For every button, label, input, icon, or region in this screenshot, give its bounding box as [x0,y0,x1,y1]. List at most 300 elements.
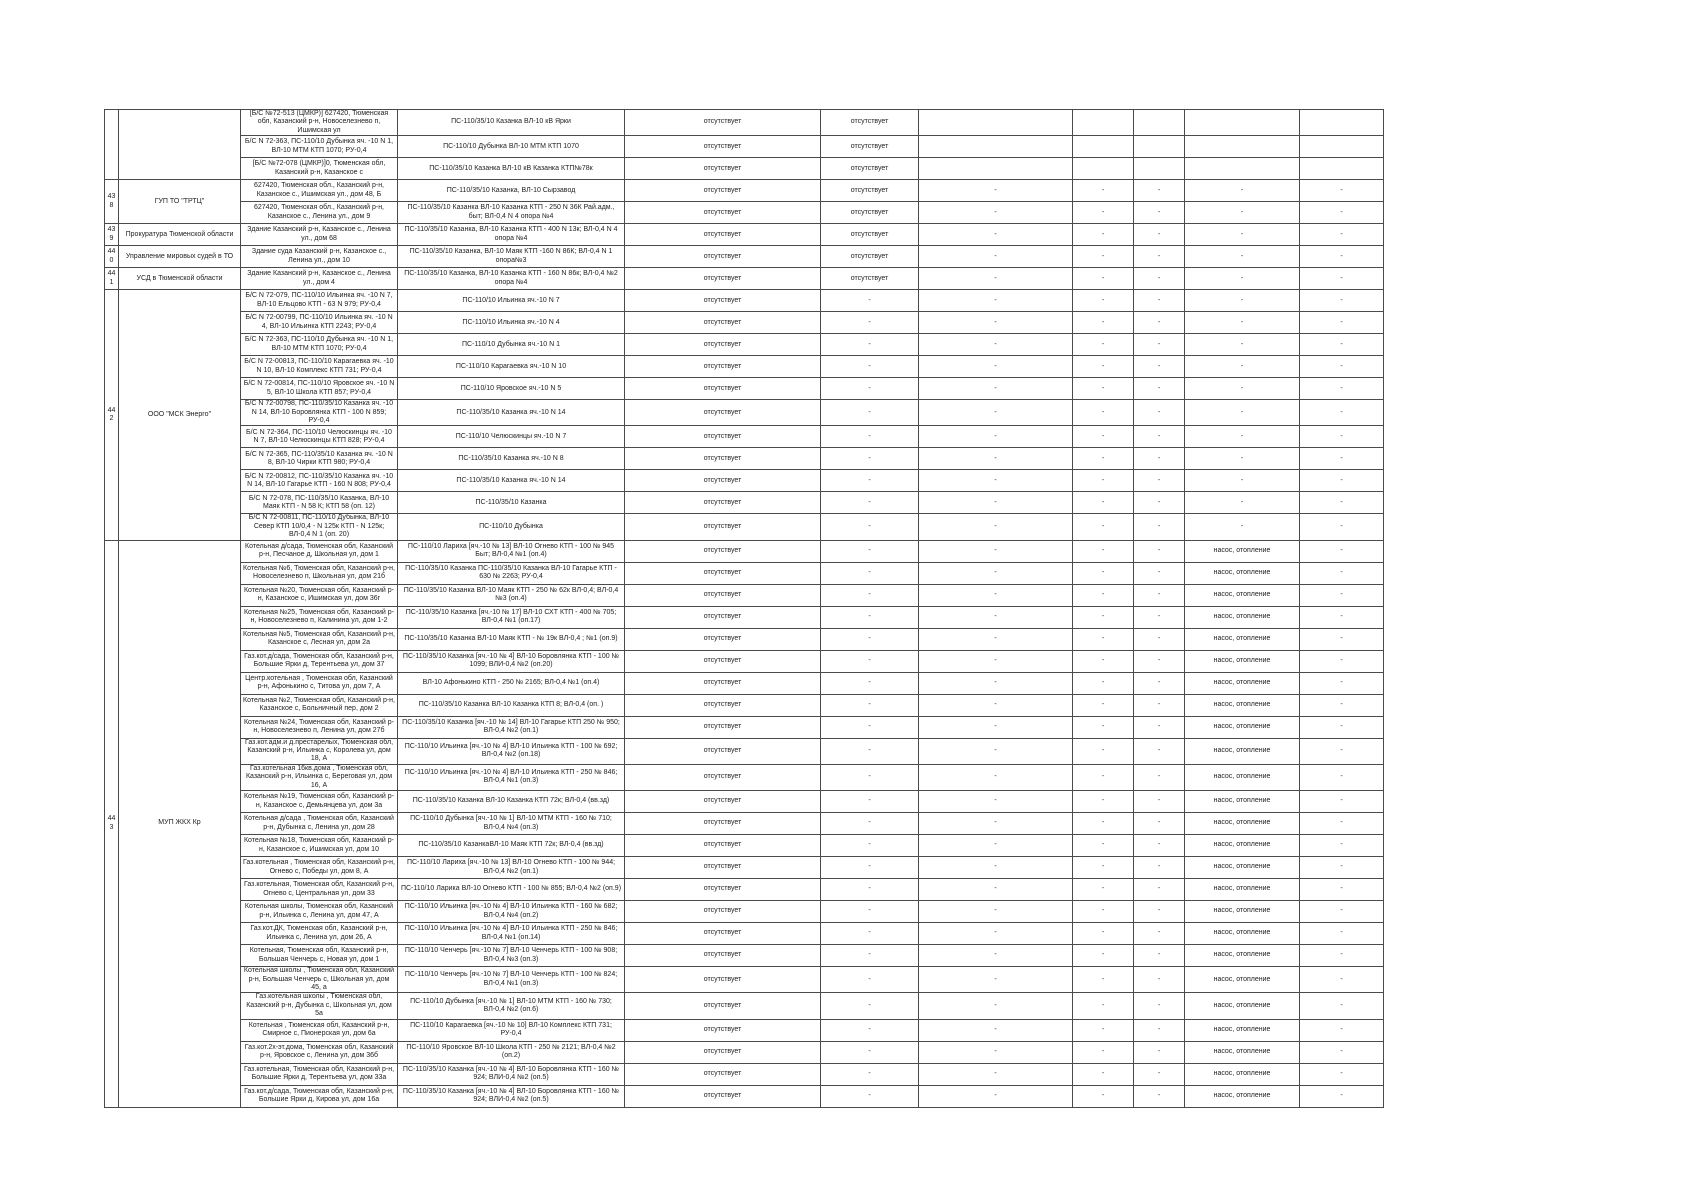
power-source: ПС-110/10 Дубынка ВЛ-10 МТМ КТП 1070 [398,136,625,158]
status-value: отсутствует [625,224,821,246]
cell-col-7: - [1134,993,1185,1019]
cell-col-6: - [1073,1041,1134,1063]
status-value-2: отсутствует [821,224,919,246]
power-source: ПС-110/10 Ильинка [яч.-10 № 4] ВЛ-10 Ильинка КТП - 250 № 846; ВЛ-0,4 №1 (оп.3) [398,764,625,790]
cell-col-7: - [1134,246,1185,268]
cell-col-5: - [919,1041,1073,1063]
status-value-2: - [821,650,919,672]
cell-col-9: - [1300,246,1384,268]
cell-col-6: - [1073,514,1134,540]
cell-col-6: - [1073,246,1134,268]
status-value-2: - [821,1019,919,1041]
cell-col-6: - [1073,993,1134,1019]
power-source: ПС-110/35/10 Казанка, ВЛ-10 Сырзавод [398,180,625,202]
object-address: Б/С N 72-00813, ПС-110/10 Карагаевка яч. -10 N 10, ВЛ-10 Комплекс КТП 731; РУ-0,4 [241,356,398,378]
table-row [105,1085,1384,1107]
cell-col-6: - [1073,268,1134,290]
cell-col-9: - [1300,1019,1384,1041]
power-source: ПС-110/10 Дубынка [яч.-10 № 1] ВЛ-10 МТМ КТП - 160 № 710; ВЛ-0,4 №4 (оп.3) [398,813,625,835]
object-address: Б/С N 72-363, ПС-110/10 Дубынка яч. -10 N 1, ВЛ-10 МТМ КТП 1070; РУ-0,4 [241,334,398,356]
object-address: Газ.котельная , Тюменская обл, Казанский р-н, Огнево с, Победы ул, дом 8, А [241,857,398,879]
cell-col-7: - [1134,378,1185,400]
cell-col-5: - [919,470,1073,492]
table-row [105,448,1384,470]
cell-col-9: - [1300,268,1384,290]
table-row [105,426,1384,448]
cell-col-6: - [1073,835,1134,857]
table-row [105,672,1384,694]
cell-col-7: - [1134,813,1185,835]
equipment-value: - [1185,514,1300,540]
object-address: Котельная школы , Тюменская обл, Казанский р-н, Большая Ченчерь с, Школьная ул, дом 45, а [241,967,398,993]
power-source: ПС-110/35/10 Казанка ВЛ-10 Маяк КТП - 250 № 62к ВЛ-0,4; ВЛ-0,4 №3 (оп.4) [398,584,625,606]
cell-col-5: - [919,1019,1073,1041]
cell-col-5 [919,110,1073,136]
cell-col-7: - [1134,514,1185,540]
power-source: ПС-110/10 Ильинка [яч.-10 № 4] ВЛ-10 Ильинка КТП - 100 № 692; ВЛ-0,4 №2 (оп.18) [398,738,625,764]
cell-col-9: - [1300,202,1384,224]
status-value: отсутствует [625,628,821,650]
cell-col-5: - [919,378,1073,400]
cell-col-7: - [1134,334,1185,356]
cell-col-5: - [919,584,1073,606]
equipment-value: насос, отопление [1185,835,1300,857]
cell-col-5: - [919,492,1073,514]
cell-col-5: - [919,716,1073,738]
cell-col-9: - [1300,448,1384,470]
power-source: ПС-110/10 Карагаевка [яч.-10 № 10] ВЛ-10 Комплекс КТП 731; РУ-0,4 [398,1019,625,1041]
status-value-2: - [821,540,919,562]
cell-col-9 [1300,110,1384,136]
cell-col-6: - [1073,923,1134,945]
table-row [105,901,1384,923]
cell-col-6: - [1073,378,1134,400]
cell-col-5: - [919,1085,1073,1107]
equipment-value: - [1185,224,1300,246]
table-row [105,136,1384,158]
table-row [105,945,1384,967]
cell-col-5: - [919,290,1073,312]
status-value-2: - [821,562,919,584]
cell-col-5: - [919,312,1073,334]
cell-col-7: - [1134,628,1185,650]
power-source: ПС-110/35/10 Казанка ВЛ-10 Казанка КТП 72к; ВЛ-0,4 (вв.зд) [398,791,625,813]
cell-col-9: - [1300,606,1384,628]
power-source: ПС-110/10 Ченчерь [яч.-10 № 7] ВЛ-10 Ченчерь КТП - 100 № 824; ВЛ-0,4 №1 (оп.3) [398,967,625,993]
cell-col-9: - [1300,923,1384,945]
equipment-value: насос, отопление [1185,1019,1300,1041]
equipment-value: насос, отопление [1185,584,1300,606]
object-address: Котельная №18, Тюменская обл, Казанский р-н, Казанское с, Ишимская ул, дом 10 [241,835,398,857]
cell-col-5: - [919,268,1073,290]
equipment-value: - [1185,400,1300,426]
status-value-2: - [821,835,919,857]
status-value: отсутствует [625,835,821,857]
cell-col-7: - [1134,650,1185,672]
equipment-value [1185,110,1300,136]
equipment-value: насос, отопление [1185,1041,1300,1063]
cell-col-9: - [1300,400,1384,426]
power-source: ПС-110/35/10 Казанка [яч.-10 № 14] ВЛ-10 Гагарье КТП 250 № 950; ВЛ-0,4 №2 (оп.1) [398,716,625,738]
cell-col-7: - [1134,426,1185,448]
equipment-value: насос, отопление [1185,1085,1300,1107]
cell-col-7: - [1134,764,1185,790]
object-address: 627420, Тюменская обл., Казанский р-н, Казанское с., Ишимская ул., дом 48, Б [241,180,398,202]
status-value-2: - [821,400,919,426]
equipment-value: насос, отопление [1185,694,1300,716]
object-address: Котельная , Тюменская обл, Казанский р-н, Смирное с, Пионерская ул, дом 6а [241,1019,398,1041]
cell-col-9: - [1300,901,1384,923]
power-source: ПС-110/10 Лариха [яч.-10 № 13] ВЛ-10 Огнево КТП - 100 № 944; ВЛ-0,4 №2 (оп.1) [398,857,625,879]
table-row [105,290,1384,312]
cell-col-6: - [1073,180,1134,202]
organization-name: ООО "МСК Энерго" [119,290,241,540]
status-value-2: - [821,945,919,967]
power-source: ПС-110/10 Лариха [яч.-10 № 13] ВЛ-10 Огнево КТП - 100 № 945 Быт; ВЛ-0,4 №1 (оп.4) [398,540,625,562]
power-source: ПС-110/10 Ильинка яч.-10 N 7 [398,290,625,312]
status-value-2: - [821,813,919,835]
status-value-2: - [821,584,919,606]
cell-col-6: - [1073,356,1134,378]
power-source: ПС-110/10 Ченчерь [яч.-10 № 7] ВЛ-10 Ченчерь КТП - 100 № 908; ВЛ-0,4 №3 (оп.3) [398,945,625,967]
cell-col-5: - [919,835,1073,857]
object-address: Котельная №6, Тюменская обл, Казанский р-н, Новоселезнево п, Школьная ул, дом 21б [241,562,398,584]
table-row [105,268,1384,290]
status-value: отсутствует [625,514,821,540]
status-value-2: - [821,716,919,738]
equipment-value: насос, отопление [1185,562,1300,584]
object-address: Центр.котельная , Тюменская обл, Казанский р-н, Афонькино с, Титова ул, дом 7, А [241,672,398,694]
organization-name: МУП ЖКХ Кр [119,540,241,1107]
row-number: 439 [105,224,119,246]
status-value: отсутствует [625,400,821,426]
power-source: ПС-110/10 Челюскинцы яч.-10 N 7 [398,426,625,448]
cell-col-5: - [919,448,1073,470]
status-value: отсутствует [625,268,821,290]
equipment-value: насос, отопление [1185,738,1300,764]
status-value: отсутствует [625,562,821,584]
organization-name [119,110,241,180]
cell-col-5: - [919,967,1073,993]
cell-col-9: - [1300,813,1384,835]
equipment-value: насос, отопление [1185,716,1300,738]
cell-col-7: - [1134,835,1185,857]
status-value-2: - [821,901,919,923]
table-row [105,470,1384,492]
cell-col-6: - [1073,562,1134,584]
cell-col-6: - [1073,694,1134,716]
object-address: Газ.котельная, Тюменская обл, Казанский р-н, Огнево с, Центральная ул, дом 33 [241,879,398,901]
cell-col-5: - [919,400,1073,426]
cell-col-6: - [1073,426,1134,448]
status-value: отсутствует [625,492,821,514]
status-value-2: - [821,879,919,901]
equipment-value: насос, отопление [1185,672,1300,694]
power-source: ПС-110/35/10 Казанка, ВЛ-10 Казанка КТП - 160 N 86к; ВЛ-0,4 №2 опора №4 [398,268,625,290]
status-value-2: отсутствует [821,110,919,136]
power-source: ПС-110/35/10 КазанкаВЛ-10 Маяк КТП 72к; ВЛ-0,4 (вв.зд) [398,835,625,857]
power-source: ПС-110/35/10 Казанка ВЛ-10 кВ Казанка КТП№78к [398,158,625,180]
status-value-2: - [821,967,919,993]
cell-col-7: - [1134,470,1185,492]
object-address: Здание суда Казанский р-н, Казанское с., Ленина ул., дом 10 [241,246,398,268]
row-number [105,110,119,180]
cell-col-9: - [1300,835,1384,857]
power-source: ПС-110/10 Дубынка [398,514,625,540]
equipment-value: насос, отопление [1185,650,1300,672]
status-value-2: - [821,764,919,790]
cell-col-7: - [1134,180,1185,202]
object-address: Котельная д/сада , Тюменская обл, Казанский р-н, Дубынка с, Ленина ул, дом 28 [241,813,398,835]
cell-col-5: - [919,606,1073,628]
cell-col-7: - [1134,1085,1185,1107]
table-row [105,1041,1384,1063]
equipment-value: - [1185,470,1300,492]
status-value: отсутствует [625,879,821,901]
cell-col-7: - [1134,857,1185,879]
cell-col-5: - [919,879,1073,901]
status-value-2: - [821,791,919,813]
power-source: ПС-110/35/10 Казанка ВЛ-10 кВ Ярки [398,110,625,136]
cell-col-5: - [919,650,1073,672]
object-address: Б/С N 72-00798, ПС-110/35/10 Казанка яч. -10 N 14, ВЛ-10 Боровлянка КТП - 100 N 859; РУ-0,4 [241,400,398,426]
power-source: ПС-110/10 Дубынка яч.-10 N 1 [398,334,625,356]
cell-col-6: - [1073,224,1134,246]
power-source: ПС-110/10 Ларика ВЛ-10 Огнево КТП - 100 № 855; ВЛ-0,4 №2 (оп.9) [398,879,625,901]
object-address: Котельная д/сада, Тюменская обл, Казанский р-н, Песчаное д, Школьная ул, дом 1 [241,540,398,562]
object-address: Б/С N 72-00811, ПС-110/10 Дубынка, ВЛ-10 Север КТП 10/0,4 - N 125к КТП - N 125к; ВЛ-0,4 N 1 (оп. 20) [241,514,398,540]
status-value: отсутствует [625,540,821,562]
status-value-2: отсутствует [821,180,919,202]
equipment-value: насос, отопление [1185,791,1300,813]
object-address: Здание Казанский р-н, Казанское с., Ленина ул., дом 4 [241,268,398,290]
table-row [105,540,1384,562]
organization-name: Управление мировых судей в ТО [119,246,241,268]
power-source: ПС-110/10 Яровское яч.-10 N 5 [398,378,625,400]
power-source: ПС-110/10 Яровское ВЛ-10 Школа КТП - 250 № 2121; ВЛ-0,4 №2 (оп.2) [398,1041,625,1063]
object-address: Котельная №24, Тюменская обл, Казанский р-н, Новоселезнево п, Ленина ул, дом 27б [241,716,398,738]
cell-col-7: - [1134,1041,1185,1063]
cell-col-9: - [1300,1063,1384,1085]
equipment-value: насос, отопление [1185,879,1300,901]
table-row [105,967,1384,993]
table-row [105,993,1384,1019]
status-value: отсутствует [625,857,821,879]
object-address: [Б/С №72-078 (ЦМКР)]0, Тюменская обл, Казанский р-н, Казанское с [241,158,398,180]
table-row [105,923,1384,945]
status-value-2: - [821,1085,919,1107]
cell-col-6 [1073,158,1134,180]
cell-col-5: - [919,813,1073,835]
cell-col-7: - [1134,672,1185,694]
equipment-value: насос, отопление [1185,993,1300,1019]
cell-col-9: - [1300,993,1384,1019]
table-row [105,158,1384,180]
cell-col-7: - [1134,694,1185,716]
cell-col-7: - [1134,224,1185,246]
cell-col-5: - [919,628,1073,650]
status-value-2: - [821,1063,919,1085]
status-value: отсутствует [625,650,821,672]
status-value: отсутствует [625,1041,821,1063]
cell-col-9: - [1300,967,1384,993]
cell-col-9: - [1300,290,1384,312]
status-value: отсутствует [625,1019,821,1041]
power-source: ПС-110/10 Ильинка [яч.-10 № 4] ВЛ-10 Ильинка КТП - 160 № 682; ВЛ-0,4 №4 (оп.2) [398,901,625,923]
object-address: Б/С N 72-00812, ПС-110/35/10 Казанка яч. -10 N 14, ВЛ-10 Гагарье КТП - 160 N 808; РУ-0,4 [241,470,398,492]
cell-col-7: - [1134,268,1185,290]
cell-col-7: - [1134,716,1185,738]
cell-col-6: - [1073,470,1134,492]
power-source: ВЛ-10 Афонькино КТП - 250 № 2165; ВЛ-0,4 №1 (оп.4) [398,672,625,694]
cell-col-9: - [1300,356,1384,378]
power-source: ПС-110/35/10 Казанка [яч.-10 № 4] ВЛ-10 Боровлянка КТП - 160 № 924; ВЛИ-0,4 №2 (оп.5) [398,1063,625,1085]
status-value-2: - [821,923,919,945]
equipment-value: - [1185,334,1300,356]
object-address: Котельная №2, Тюменская обл, Казанский р-н, Казанское с, Больничный пер, дом 2 [241,694,398,716]
status-value: отсутствует [625,606,821,628]
cell-col-7 [1134,158,1185,180]
power-source: ПС-110/10 Карагаевка яч.-10 N 10 [398,356,625,378]
table-row [105,224,1384,246]
cell-col-7: - [1134,738,1185,764]
cell-col-7: - [1134,356,1185,378]
cell-col-7: - [1134,879,1185,901]
equipment-value: - [1185,268,1300,290]
organization-name: Прокуратура Тюменской области [119,224,241,246]
equipment-value: - [1185,356,1300,378]
equipment-value: насос, отопление [1185,923,1300,945]
status-value-2: - [821,426,919,448]
status-value: отсутствует [625,334,821,356]
equipment-value: насос, отопление [1185,628,1300,650]
table-row [105,312,1384,334]
cell-col-5: - [919,540,1073,562]
cell-col-5: - [919,901,1073,923]
equipment-value: насос, отопление [1185,764,1300,790]
cell-col-9: - [1300,312,1384,334]
table-row [105,738,1384,764]
table-body [105,110,1384,1108]
object-address: Газ.кот.ДК, Тюменская обл, Казанский р-н, Ильинка с, Ленина ул, дом 26, А [241,923,398,945]
power-source: ПС-110/35/10 Казанка яч.-10 N 8 [398,448,625,470]
cell-col-5 [919,158,1073,180]
status-value: отсутствует [625,378,821,400]
table-row [105,764,1384,790]
object-address: Котельная №19, Тюменская обл, Казанский р-н, Казанское с, Демьянцева ул, дом 3а [241,791,398,813]
cell-col-5: - [919,202,1073,224]
cell-col-6: - [1073,945,1134,967]
cell-col-6: - [1073,334,1134,356]
status-value-2: - [821,628,919,650]
status-value: отсутствует [625,158,821,180]
power-source: ПС-110/35/10 Казанка ВЛ-10 Казанка КТП - 250 N 36К Рай.адм., быт; ВЛ-0,4 N 4 опора №4 [398,202,625,224]
cell-col-7: - [1134,202,1185,224]
status-value: отсутствует [625,672,821,694]
cell-col-5: - [919,1063,1073,1085]
equipment-value: - [1185,492,1300,514]
cell-col-9: - [1300,672,1384,694]
cell-col-6: - [1073,901,1134,923]
cell-col-9: - [1300,857,1384,879]
cell-col-7: - [1134,290,1185,312]
table-row [105,400,1384,426]
cell-col-6: - [1073,312,1134,334]
object-address: Здание Казанский р-н, Казанское с., Ленина ул., дом 68 [241,224,398,246]
cell-col-7: - [1134,448,1185,470]
status-value: отсутствует [625,764,821,790]
cell-col-9: - [1300,1085,1384,1107]
status-value-2: - [821,694,919,716]
table-row [105,584,1384,606]
status-value: отсутствует [625,1063,821,1085]
table-row [105,378,1384,400]
cell-col-6: - [1073,448,1134,470]
status-value-2: - [821,514,919,540]
row-number: 443 [105,540,119,1107]
cell-col-6 [1073,110,1134,136]
object-address: Газ.кот.д/сада, Тюменская обл, Казанский р-н, Большие Ярки д, Терентьева ул, дом 37 [241,650,398,672]
status-value: отсутствует [625,923,821,945]
cell-col-5: - [919,857,1073,879]
status-value: отсутствует [625,426,821,448]
cell-col-6: - [1073,764,1134,790]
cell-col-7: - [1134,923,1185,945]
equipment-value: насос, отопление [1185,540,1300,562]
cell-col-9: - [1300,426,1384,448]
equipment-value: - [1185,426,1300,448]
power-source: ПС-110/10 Ильинка [яч.-10 № 4] ВЛ-10 Ильинка КТП - 250 № 846; ВЛ-0,4 №1 (оп.14) [398,923,625,945]
cell-col-9: - [1300,1041,1384,1063]
cell-col-7: - [1134,1063,1185,1085]
table-row [105,606,1384,628]
equipment-value: - [1185,246,1300,268]
status-value-2: - [821,993,919,1019]
status-value-2: - [821,857,919,879]
cell-col-9: - [1300,716,1384,738]
table-row [105,514,1384,540]
cell-col-7: - [1134,1019,1185,1041]
cell-col-7 [1134,110,1185,136]
status-value-2: - [821,492,919,514]
table-row [105,356,1384,378]
power-source: ПС-110/35/10 Казанка [яч.-10 № 4] ВЛ-10 Боровлянка КТП - 100 № 1099; ВЛИ-0,4 №2 (оп.20) [398,650,625,672]
status-value-2: - [821,1041,919,1063]
status-value: отсутствует [625,312,821,334]
cell-col-6: - [1073,540,1134,562]
object-address: Газ.котельная школы , Тюменская обл, Казанский р-н, Дубынка с, Школьная ул, дом 5а [241,993,398,1019]
row-number: 438 [105,180,119,224]
table-row [105,110,1384,136]
cell-col-7: - [1134,540,1185,562]
cell-col-6: - [1073,813,1134,835]
equipment-value: - [1185,290,1300,312]
equipment-value: насос, отопление [1185,813,1300,835]
data-table [104,109,1384,1108]
status-value: отсутствует [625,180,821,202]
cell-col-9: - [1300,180,1384,202]
table-row [105,791,1384,813]
table-row [105,835,1384,857]
status-value: отсутствует [625,1085,821,1107]
table-row [105,202,1384,224]
object-address: Б/С N 72-00814, ПС-110/10 Яровское яч. -10 N 5, ВЛ-10 Школа КТП 857; РУ-0,4 [241,378,398,400]
cell-col-9: - [1300,628,1384,650]
status-value-2: отсутствует [821,268,919,290]
cell-col-6: - [1073,400,1134,426]
status-value: отсутствует [625,813,821,835]
cell-col-6: - [1073,738,1134,764]
